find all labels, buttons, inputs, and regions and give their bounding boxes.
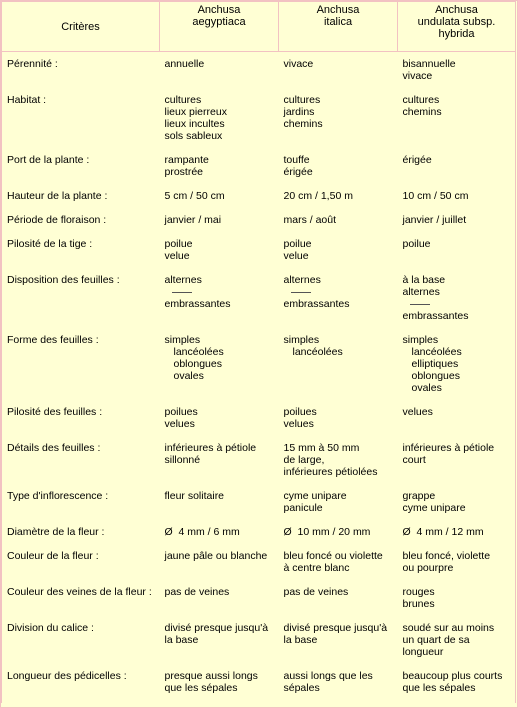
cell-line: lancéolées	[411, 345, 462, 358]
header-aegyptiaca	[160, 2, 279, 52]
cell-line: divisé presque jusqu'à	[283, 621, 388, 634]
cell-line: Ø 4 mm / 6 mm	[164, 525, 240, 538]
value-cell	[398, 234, 516, 270]
cell-line: inférieures à pétiole	[164, 441, 257, 454]
cell-line: poilue	[164, 237, 193, 250]
cell-line: Ø 10 mm / 20 mm	[283, 525, 371, 538]
header-line: aegyptiaca	[192, 16, 246, 28]
cell-line: embrassantes	[164, 297, 231, 310]
value-cell	[398, 270, 516, 330]
cell-line: velues	[164, 417, 195, 430]
table-row	[2, 438, 516, 486]
value-cell	[279, 270, 398, 330]
value-cell	[398, 582, 516, 618]
cell-line: inférieures pétiolées	[283, 465, 378, 478]
cell-line: brunes	[402, 597, 435, 610]
value-cell	[398, 330, 516, 402]
value-cell	[160, 402, 279, 438]
cell-line: ovales	[173, 369, 204, 382]
cell-line: Ø 4 mm / 12 mm	[402, 525, 484, 538]
separator-dash	[403, 298, 514, 310]
comparison-table	[1, 1, 516, 703]
cell-line: cultures	[164, 93, 202, 106]
table-row	[2, 522, 516, 546]
cell-line: un quart de sa	[402, 633, 470, 646]
value-cell	[279, 618, 398, 666]
value-cell	[279, 210, 398, 234]
header-line: Anchusa	[316, 4, 360, 16]
value-cell	[279, 90, 398, 150]
cell-line: grappe	[402, 489, 436, 502]
table-row	[2, 186, 516, 210]
value-cell	[279, 234, 398, 270]
cell-line: simples	[164, 333, 201, 346]
cell-line: 10 cm / 50 cm	[402, 189, 469, 202]
value-cell	[160, 150, 279, 186]
cell-line: simples	[402, 333, 439, 346]
value-cell	[398, 90, 516, 150]
header-italica	[279, 2, 398, 52]
value-cell	[160, 618, 279, 666]
cell-line: velue	[164, 249, 190, 262]
cell-line: pas de veines	[164, 585, 230, 598]
cell-line: chemins	[283, 117, 323, 130]
criterion-cell: Disposition des feuilles :	[2, 270, 160, 330]
criterion-cell: Longueur des pédicelles :	[2, 666, 160, 703]
cell-line: mars / août	[283, 213, 337, 226]
value-cell	[398, 52, 516, 90]
cell-line: velue	[283, 249, 309, 262]
cell-line: à la base	[402, 273, 446, 286]
cell-line: velues	[402, 405, 433, 418]
cell-line: bleu foncé, violette	[402, 549, 491, 562]
criterion-cell: Pilosité des feuilles :	[2, 402, 160, 438]
table-row	[2, 330, 516, 402]
cell-line: vivace	[283, 58, 314, 70]
separator-dash	[165, 286, 277, 298]
cell-line: jardins	[283, 105, 315, 118]
table-row	[2, 90, 516, 150]
value-cell	[279, 546, 398, 582]
cell-line: poilues	[283, 405, 317, 418]
criterion-cell: Hauteur de la plante :	[2, 186, 160, 210]
table-row	[2, 402, 516, 438]
value-cell	[279, 486, 398, 522]
cell-line: cultures	[402, 93, 440, 106]
cell-line: prostrée	[164, 165, 204, 178]
cell-line: velues	[283, 417, 314, 430]
header-undulata	[398, 2, 516, 52]
value-cell	[160, 270, 279, 330]
criterion-cell: Type d'inflorescence :	[2, 486, 160, 522]
cell-line: court	[402, 453, 426, 466]
cell-line: cyme unipare	[283, 489, 347, 502]
value-cell	[398, 546, 516, 582]
value-cell	[279, 186, 398, 210]
value-cell	[160, 52, 279, 90]
cell-line: inférieures à pétiole	[402, 441, 495, 454]
value-cell	[279, 402, 398, 438]
header-line: Anchusa	[197, 4, 241, 16]
value-cell	[160, 522, 279, 546]
value-cell	[279, 666, 398, 703]
table-row	[2, 666, 516, 703]
cell-line: fleur solitaire	[164, 489, 225, 502]
value-cell	[160, 582, 279, 618]
criterion-cell: Couleur des veines de la fleur :	[2, 582, 160, 618]
table-row	[2, 270, 516, 330]
value-cell	[160, 90, 279, 150]
table-row	[2, 234, 516, 270]
value-cell	[398, 186, 516, 210]
value-cell	[398, 486, 516, 522]
cell-line: lancéolées	[173, 345, 224, 358]
cell-line: touffe	[283, 153, 310, 166]
value-cell	[279, 150, 398, 186]
cell-line: longueur	[402, 645, 444, 658]
cell-line: poilue	[283, 237, 312, 250]
cell-line: 5 cm / 50 cm	[164, 189, 225, 202]
criterion-cell: Division du calice :	[2, 618, 160, 666]
value-cell	[160, 666, 279, 703]
cell-line: sépales	[283, 681, 320, 694]
cell-line: jaune pâle ou blanche	[164, 549, 268, 562]
cell-line: annuelle	[164, 58, 205, 70]
cell-line: presque aussi longs	[164, 669, 258, 682]
table-row	[2, 582, 516, 618]
value-cell	[160, 330, 279, 402]
cell-line: alternes	[283, 273, 321, 286]
value-cell	[160, 438, 279, 486]
criterion-cell: Habitat :	[2, 90, 160, 150]
cell-line: que les sépales	[164, 681, 238, 694]
header-label: Critères	[61, 20, 100, 33]
cell-line: érigée	[402, 153, 432, 166]
cell-line: cultures	[283, 93, 321, 106]
cell-line: rampante	[164, 153, 209, 166]
criterion-cell: Port de la plante :	[2, 150, 160, 186]
value-cell	[160, 234, 279, 270]
value-cell	[279, 438, 398, 486]
cell-line: lancéolées	[292, 345, 343, 358]
cell-line: poilue	[402, 237, 431, 250]
cell-line: 20 cm / 1,50 m	[283, 189, 353, 202]
cell-line: elliptiques	[411, 357, 459, 370]
header-criteres	[2, 2, 160, 52]
cell-line: la base	[283, 633, 318, 646]
criterion-cell: Diamètre de la fleur :	[2, 522, 160, 546]
cell-line: alternes	[164, 273, 202, 286]
value-cell	[398, 402, 516, 438]
criterion-cell: Couleur de la fleur :	[2, 546, 160, 582]
cell-line: janvier / mai	[164, 213, 222, 226]
cell-line: soudé sur au moins	[402, 621, 495, 634]
value-cell	[279, 522, 398, 546]
cell-line: 15 mm à 50 mm	[283, 441, 360, 454]
header-line: Anchusa	[435, 4, 478, 16]
cell-line: bleu foncé ou violette	[283, 549, 383, 562]
cell-line: aussi longs que les	[283, 669, 373, 682]
separator-dash	[284, 286, 396, 298]
cell-line: oblongues	[411, 369, 460, 382]
value-cell	[279, 330, 398, 402]
cell-line: alternes	[402, 285, 440, 298]
cell-line: de large,	[283, 453, 325, 466]
cell-line: vivace	[402, 70, 433, 82]
value-cell	[398, 150, 516, 186]
cell-line: lieux incultes	[164, 117, 225, 130]
value-cell	[160, 210, 279, 234]
table-row	[2, 52, 516, 90]
cell-line: rouges	[402, 585, 435, 598]
value-cell	[398, 522, 516, 546]
value-cell	[398, 618, 516, 666]
cell-line: ovales	[411, 381, 442, 394]
value-cell	[160, 486, 279, 522]
table-row	[2, 618, 516, 666]
value-cell	[279, 582, 398, 618]
cell-line: simples	[283, 333, 320, 346]
header-line: undulata subsp.	[417, 16, 496, 28]
cell-line: janvier / juillet	[402, 213, 467, 226]
cell-line: panicule	[283, 501, 323, 514]
value-cell	[279, 52, 398, 90]
table-row	[2, 150, 516, 186]
cell-line: poilues	[164, 405, 198, 418]
value-cell	[398, 438, 516, 486]
cell-line: embrassantes	[402, 309, 469, 322]
value-cell	[398, 666, 516, 703]
cell-line: beaucoup plus courts	[402, 669, 503, 682]
header-line: hybrida	[438, 28, 475, 40]
cell-line: oblongues	[173, 357, 222, 370]
table-row	[2, 486, 516, 522]
cell-line: la base	[164, 633, 199, 646]
cell-line: que les sépales	[402, 681, 476, 694]
cell-line: bisannuelle	[402, 58, 456, 70]
criterion-cell: Forme des feuilles :	[2, 330, 160, 402]
cell-line: sillonné	[164, 453, 201, 466]
criterion-cell: Pilosité de la tige :	[2, 234, 160, 270]
cell-line: embrassantes	[283, 297, 350, 310]
cell-line: lieux pierreux	[164, 105, 227, 118]
criterion-cell: Période de floraison :	[2, 210, 160, 234]
cell-line: pas de veines	[283, 585, 349, 598]
criterion-cell: Pérennité :	[2, 52, 160, 90]
cell-line: ou pourpre	[402, 561, 454, 574]
criterion-cell: Détails des feuilles :	[2, 438, 160, 486]
cell-line: cyme unipare	[402, 501, 466, 514]
cell-line: sols sableux	[164, 129, 223, 142]
table-row	[2, 546, 516, 582]
cell-line: à centre blanc	[283, 561, 350, 574]
header-line: italica	[323, 16, 353, 28]
cell-line: érigée	[283, 165, 313, 178]
cell-line: chemins	[402, 105, 442, 118]
value-cell	[160, 186, 279, 210]
value-cell	[160, 546, 279, 582]
table-row	[2, 210, 516, 234]
value-cell	[398, 210, 516, 234]
cell-line: divisé presque jusqu'à	[164, 621, 269, 634]
